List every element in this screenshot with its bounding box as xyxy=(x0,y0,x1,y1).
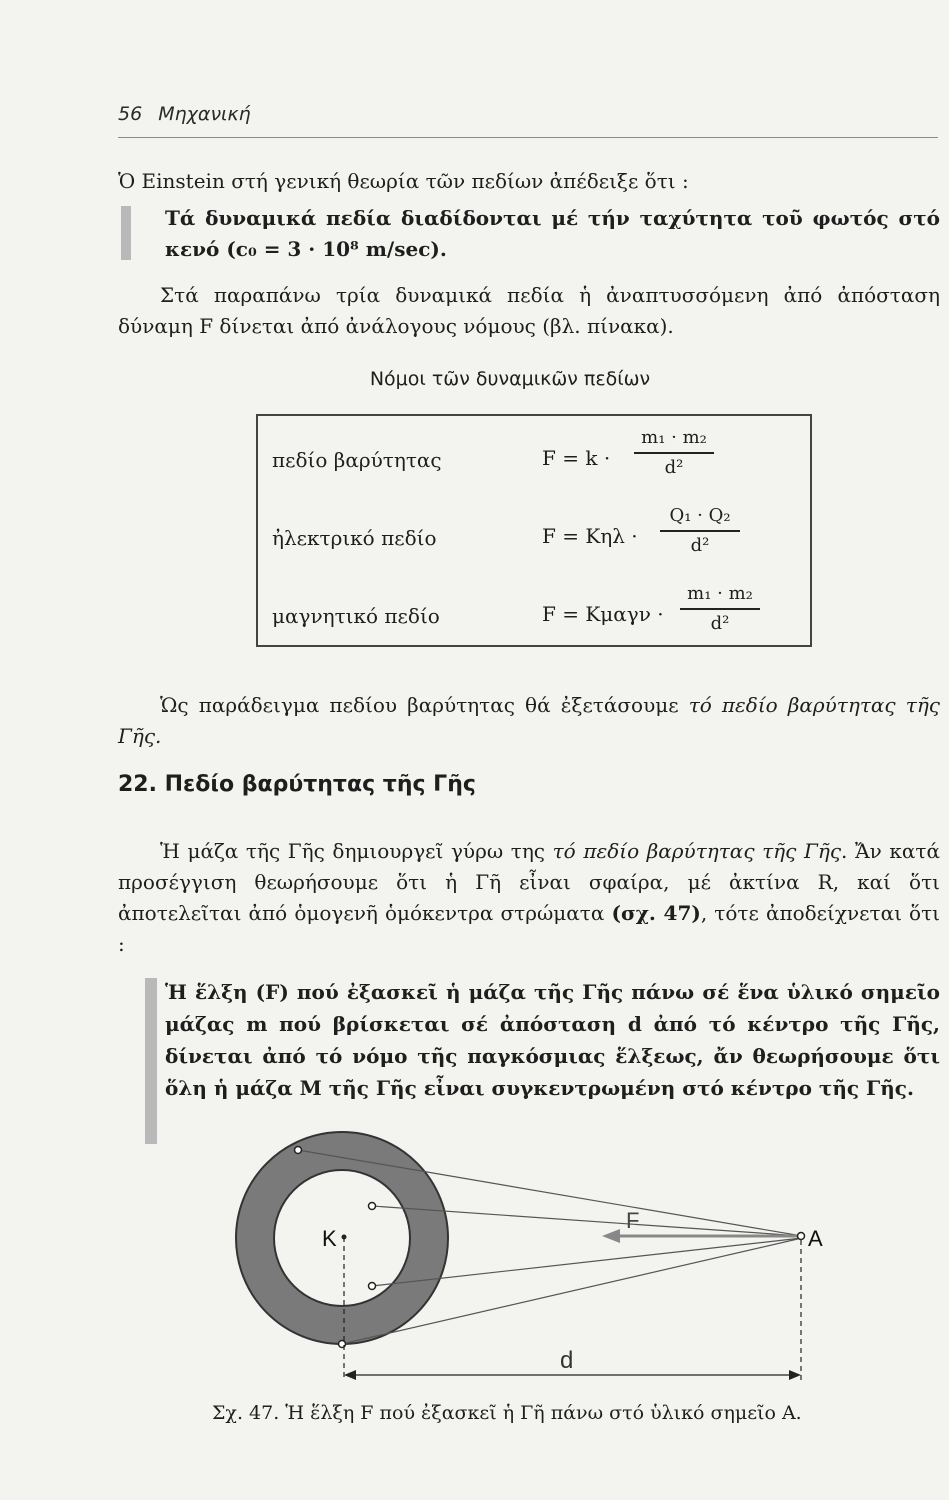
example-italic: τό πεδίο βαρύτητας xyxy=(688,693,896,717)
row-name: μαγνητικό πεδίο xyxy=(272,604,440,628)
force-arrowhead xyxy=(602,1229,620,1243)
running-header xyxy=(118,103,251,125)
formula-lhs: F = Kμαγν · xyxy=(542,602,664,626)
laws-table xyxy=(256,414,812,647)
fraction xyxy=(634,426,714,480)
fraction-denominator: d² xyxy=(690,534,710,556)
table-title: Νόμοι τῶν δυναμικῶν πεδίων xyxy=(369,368,651,390)
page-number: 56 xyxy=(118,103,143,125)
distance-arrowhead xyxy=(344,1370,356,1380)
figure-47 xyxy=(230,1130,840,1400)
principle-gravitation: Ἡ ἕλξη (F) πού ἐξασκεῖ ἡ μάζα τῆς Γῆς πάνω σέ ἕνα ὑλικό σημεῖο μάζας m πού βρίσκεται σέ ἀπόσταση d ἀπό τό κέντρο τῆς Γῆς, δίνεται ἀπό τό νόμο τῆς παγκόσμιας ἕλξεως, ἄν θεωρήσουμε ὅτι ὅλη ἡ μάζα Μ τῆς Γῆς εἶναι συγκεντρωμένη στό κέντρο τῆς Γῆς. xyxy=(165,980,940,1100)
earth-italic: τό πεδίο βαρύτητας τῆς Γῆς xyxy=(552,839,842,863)
figure-caption: Σχ. 47. Ἡ ἕλξη F πού ἐξασκεῖ ἡ Γῆ πάνω στό ὑλικό σημεῖο Α. xyxy=(212,1402,802,1424)
section-heading: 22. Πεδίο βαρύτητας τῆς Γῆς xyxy=(118,772,476,797)
label-f: F xyxy=(626,1208,640,1233)
mass-point xyxy=(295,1147,302,1154)
formula-lhs: F = k · xyxy=(542,446,611,470)
earth-text-c: . Ἄν κατά προσέγγιση θεωρήσουμε ὅτι ἡ Γῆ εἶναι σφαίρα, μέ ἀκτίνα R, καί ὅτι ἀποτελεῖται ἀπό ὁμογενῆ ὁμόκεντρα στρώματα xyxy=(118,839,941,925)
figure-reference: (σχ. 47) xyxy=(611,901,701,925)
fraction xyxy=(660,504,740,558)
formula xyxy=(542,582,812,642)
formula xyxy=(542,504,812,564)
highlight-bar xyxy=(121,206,131,260)
example-text-start: Ὡς παράδειγμα πεδίου βαρύτητας θά ἐξετάσουμε xyxy=(160,693,689,717)
table-row xyxy=(258,582,810,642)
highlight-bar xyxy=(145,978,157,1144)
fraction-line xyxy=(660,530,740,532)
fraction-numerator: Q₁ · Q₂ xyxy=(669,505,731,526)
label-a: A xyxy=(808,1226,823,1251)
paragraph-forces: Στά παραπάνω τρία δυναμικά πεδία ἡ ἀναπτυσσόμενη ἀπό ἀπόσταση δύναμη F δίνεται ἀπό ἀνάλογους νόμους (βλ. πίνακα). xyxy=(118,283,940,338)
intro-text: Ὁ Einstein στή γενική θεωρία τῶν πεδίων ἀπέδειξε ὅτι : xyxy=(118,169,689,193)
label-k: K xyxy=(322,1226,337,1251)
table-row xyxy=(258,426,810,486)
distance-arrowhead xyxy=(789,1370,801,1380)
point-a xyxy=(798,1233,805,1240)
label-d: d xyxy=(560,1347,574,1374)
fraction-numerator: m₁ · m₂ xyxy=(687,583,753,604)
table-row xyxy=(258,504,810,564)
header-title: Μηχανική xyxy=(158,103,251,125)
example-text-end: τῆς Γῆς. xyxy=(118,693,940,748)
paragraph-example xyxy=(118,690,940,752)
formula xyxy=(542,426,812,486)
earth-text-e: , τότε ἀποδείχνεται ὅτι : xyxy=(118,901,940,956)
mass-point xyxy=(369,1203,376,1210)
earth-text-a: Ἡ μάζα τῆς Γῆς δημιουργεῖ γύρω της xyxy=(160,839,553,863)
fraction-line xyxy=(680,608,760,610)
intro-paragraph xyxy=(118,166,940,197)
fraction-numerator: m₁ · m₂ xyxy=(641,427,707,448)
formula-lhs: F = Kηλ · xyxy=(542,524,638,548)
fraction xyxy=(680,582,760,636)
row-name: ἠλεκτρικό πεδίο xyxy=(272,526,437,550)
fraction-line xyxy=(634,452,714,454)
header-rule xyxy=(118,137,938,138)
fraction-denominator: d² xyxy=(710,612,730,634)
row-name: πεδίο βαρύτητας xyxy=(272,448,442,472)
mass-point xyxy=(369,1283,376,1290)
principle-speed-of-light: Τά δυναμικά πεδία διαδίδονται μέ τήν ταχύτητα τοῦ φωτός στό κενό (c₀ = 3 · 10⁸ m/sec). xyxy=(165,206,940,261)
paragraph-earth-field xyxy=(118,836,940,960)
fraction-denominator: d² xyxy=(664,456,684,478)
